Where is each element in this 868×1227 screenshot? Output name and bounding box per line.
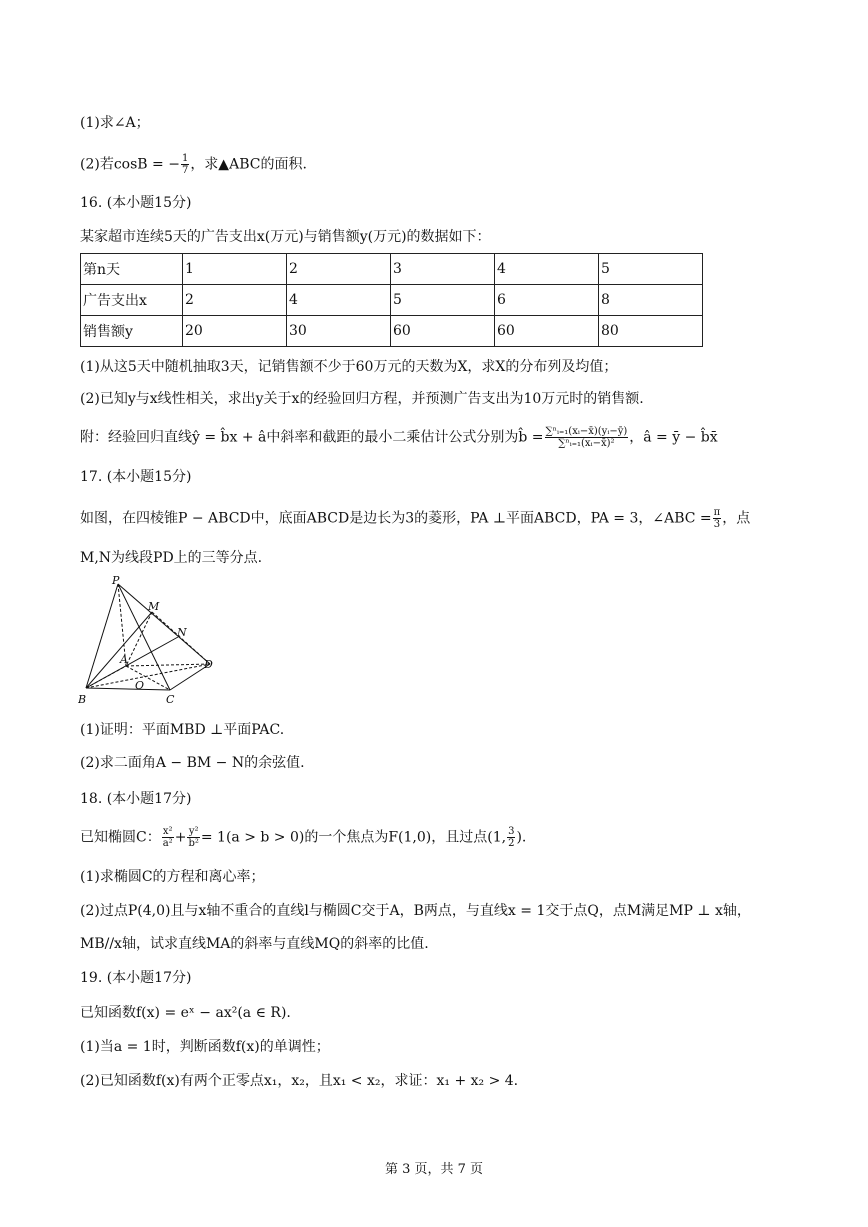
data-table — [80, 253, 703, 347]
q16-part1: (1)从这5天中随机抽取3天，记销售额不少于60万元的天数为X，求X的分布列及均值； — [80, 359, 618, 375]
q16-intro: 某家超市连续5天的广告支出x(万元)与销售额y(万元)的数据如下： — [80, 229, 491, 245]
table-row: 销售额y 20 30 60 60 80 — [81, 316, 703, 347]
q19-header: 19. (本小题17分) — [80, 970, 192, 986]
fraction: $\frac{\pi}{3}$ — [713, 507, 721, 530]
q19-part1: (1)当a = 1时，判断函数f(x)的单调性； — [80, 1039, 330, 1055]
q18-part2-line2: MB//x轴，试求直线MA的斜率与直线MQ的斜率的比值. — [80, 936, 429, 952]
fraction: $\frac{\text{y²}}{\text{b²}}$ — [188, 826, 199, 849]
q18-part2-line1: (2)过点P(4,0)且与x轴不重合的直线l与椭圆C交于A，B两点，与直线x = 1交于点Q，点M满足MP ⊥ x轴， — [80, 903, 751, 919]
fraction: $\frac{\text{∑ⁿᵢ₌₁(xᵢ−x̄)(yᵢ−ȳ)}}{\text{∑ⁿᵢ₌₁(xᵢ−x̄)²}}$ — [545, 426, 628, 449]
fraction: $\frac{1}{7}$ — [181, 153, 189, 176]
q16-note: 附：经验回归直线ŷ = b̂x + â中斜率和截距的最小二乘估计公式分别为b̂ = $\frac{\text{∑ⁿᵢ₌₁(xᵢ−x̄)(yᵢ−ȳ)}}{\text{∑ⁿᵢ₌₁(xᵢ−x̄)²}}$ ，â = ȳ − b̂x̄ — [80, 426, 718, 449]
pyramid-figure — [78, 574, 228, 706]
fraction: $\frac{\text{x²}}{\text{a²}}$ — [162, 826, 173, 849]
label-n: N — [177, 626, 187, 639]
q18-intro: 已知椭圆C： $\frac{\text{x²}}{\text{a²}}$ + $\frac{\text{y²}}{\text{b²}}$ = 1(a > b > 0)的一个焦点为F(1,0)，且过点(1, $\frac{3}{2}$ ). — [80, 826, 527, 849]
label-c: C — [166, 693, 175, 706]
fraction: $\frac{3}{2}$ — [508, 826, 515, 849]
q19-intro: 已知函数f(x) = eˣ − ax²(a ∈ R). — [80, 1005, 291, 1021]
label-m: M — [148, 600, 160, 613]
q16-part2: (2)已知y与x线性相关，求出y关于x的经验回归方程，并预测广告支出为10万元时的销售额. — [80, 391, 644, 407]
q18-part1: (1)求椭圆C的方程和离心率； — [80, 869, 265, 885]
q17-header: 17. (本小题15分) — [80, 469, 192, 485]
q16-header: 16. (本小题15分) — [80, 195, 192, 211]
q17-line2: M,N为线段PD上的三等分点. — [80, 550, 263, 566]
table-row: 广告支出x 2 4 5 6 8 — [81, 285, 703, 316]
q15-part2: (2)若cosB = − $\frac{1}{7}$ ，求▲ABC的面积. — [80, 153, 307, 176]
label-p: P — [112, 574, 120, 587]
label-a: A — [120, 653, 128, 666]
q19-part2: (2)已知函数f(x)有两个正零点x₁，x₂，且x₁ < x₂，求证：x₁ + x₂ > 4. — [80, 1073, 519, 1089]
label-d: D — [204, 658, 213, 671]
q17-part1: (1)证明：平面MBD ⊥平面PAC. — [80, 722, 285, 738]
table-row: 第n天 1 2 3 4 5 — [81, 254, 703, 285]
q17-part2: (2)求二面角A − BM − N的余弦值. — [80, 755, 305, 771]
q18-header: 18. (本小题17分) — [80, 791, 192, 807]
q15-part1: (1)求∠A； — [80, 115, 150, 131]
q17-line1: 如图，在四棱锥P − ABCD中，底面ABCD是边长为3的菱形，PA ⊥平面ABCD，PA = 3，∠ABC = $\frac{\pi}{3}$ ，点 — [80, 507, 751, 530]
label-b: B — [78, 693, 87, 706]
page-footer: 第 3 页，共 7 页 — [384, 1162, 484, 1177]
label-o: O — [135, 679, 145, 692]
